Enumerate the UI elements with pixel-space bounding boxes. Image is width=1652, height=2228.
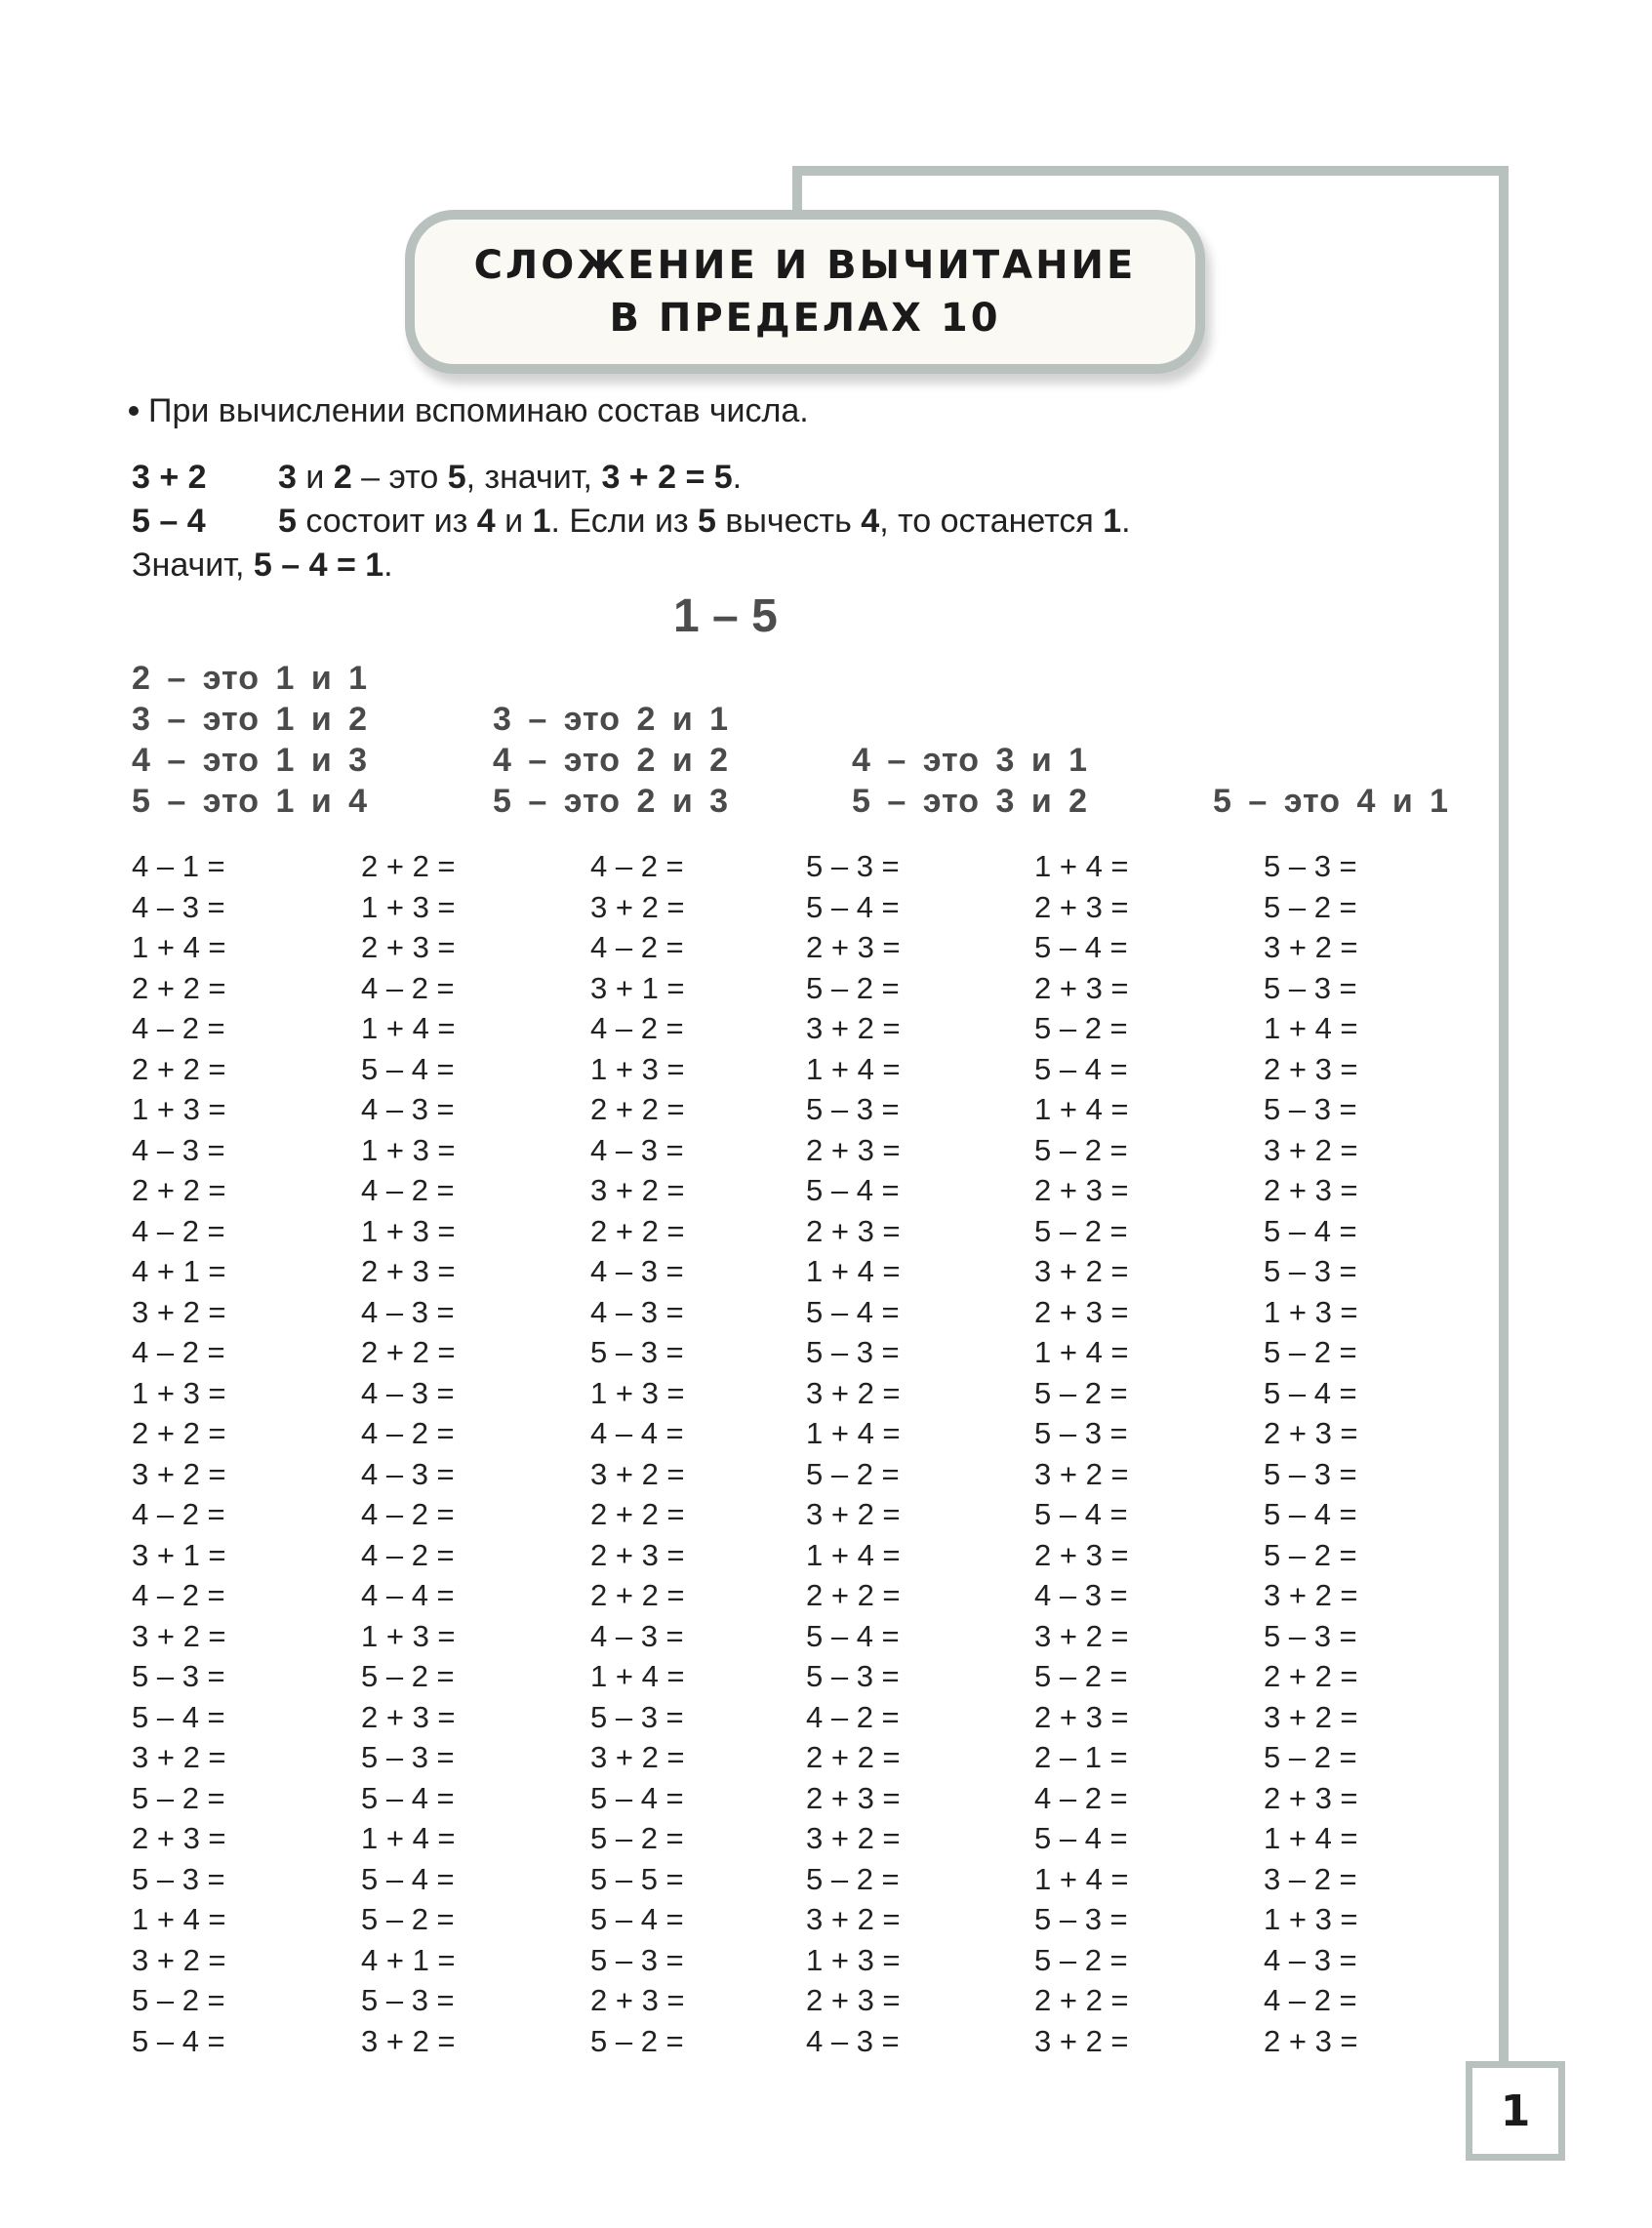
exercise-item: 3 – 2 = bbox=[1264, 1861, 1357, 1896]
exercise-item: 4 – 2 = bbox=[361, 1537, 455, 1572]
exercise-item: 4 – 2 = bbox=[806, 1699, 900, 1734]
exercise-item: 4 – 2 = bbox=[361, 1173, 455, 1207]
composition-item: 5 – это 4 и 1 bbox=[1213, 783, 1450, 820]
exercise-item: 3 + 2 = bbox=[806, 1902, 901, 1936]
exercise-item: 5 – 4 = bbox=[361, 1861, 455, 1896]
exercise-item: 1 + 4 = bbox=[806, 1537, 901, 1572]
exercise-item: 4 – 3 = bbox=[361, 1294, 455, 1329]
exercise-item: 3 + 2 = bbox=[806, 1375, 901, 1410]
composition-item: 5 – это 2 и 3 bbox=[493, 783, 730, 820]
exercise-item: 5 – 2 = bbox=[1034, 1942, 1128, 1977]
example-text: . bbox=[732, 459, 743, 496]
exercise-item: 1 + 4 = bbox=[1034, 849, 1129, 883]
composition-item: 3 – это 2 и 1 bbox=[493, 701, 730, 738]
exercise-item: 5 – 2 = bbox=[590, 1821, 684, 1855]
exercise-item: 5 – 3 = bbox=[1264, 1092, 1357, 1126]
example-label: 5 – 4 bbox=[132, 503, 206, 540]
exercise-item: 5 – 4 = bbox=[1034, 1821, 1128, 1855]
exercise-item: 4 – 2 = bbox=[132, 1213, 225, 1248]
exercise-item: 3 + 2 = bbox=[1264, 1699, 1358, 1734]
exercise-item: 3 + 2 = bbox=[1034, 1254, 1129, 1288]
exercise-item: 5 – 2 = bbox=[806, 1456, 900, 1491]
example-text: 5 – 4 = 1 bbox=[253, 547, 384, 584]
exercise-item: 5 – 2 = bbox=[132, 1780, 225, 1815]
exercise-item: 2 + 3 = bbox=[806, 1213, 901, 1248]
exercise-item: 2 + 3 = bbox=[132, 1821, 226, 1855]
exercise-item: 5 – 3 = bbox=[806, 849, 900, 883]
page-number-box bbox=[1466, 2061, 1565, 2161]
exercise-item: 3 + 2 = bbox=[132, 1740, 226, 1774]
exercise-item: 5 – 3 = bbox=[806, 1335, 900, 1369]
example-text: и bbox=[296, 459, 334, 496]
exercise-item: 4 – 3 = bbox=[806, 2023, 900, 2058]
exercise-item: 5 – 3 = bbox=[1264, 1618, 1357, 1653]
exercise-item: 2 + 3 = bbox=[361, 1699, 456, 1734]
exercise-item: 2 + 2 = bbox=[806, 1578, 901, 1612]
exercise-item: 3 + 2 = bbox=[1034, 1456, 1129, 1491]
exercise-item: 3 + 1 = bbox=[132, 1537, 226, 1572]
exercise-item: 4 – 3 = bbox=[590, 1132, 684, 1167]
example-text: вычесть bbox=[715, 503, 862, 540]
exercise-item: 1 + 4 = bbox=[590, 1659, 685, 1693]
example-text: . bbox=[383, 547, 393, 584]
exercise-item: 5 – 4 = bbox=[1034, 930, 1128, 964]
example-text: 3 + 2 = 5 bbox=[601, 459, 733, 496]
exercise-item: 5 – 4 = bbox=[806, 1618, 900, 1653]
example-text: , то останется bbox=[879, 503, 1104, 540]
exercise-item: 3 + 2 = bbox=[806, 1011, 901, 1045]
example-text: и bbox=[495, 503, 533, 540]
range-heading: 1 – 5 bbox=[673, 590, 778, 642]
frame-top-line bbox=[792, 166, 1509, 176]
exercise-item: 5 – 4 = bbox=[590, 1902, 684, 1936]
exercise-item: 5 – 4 = bbox=[806, 1294, 900, 1329]
exercise-item: 1 + 4 = bbox=[132, 930, 226, 964]
exercise-item: 2 + 3 = bbox=[1264, 1416, 1358, 1450]
exercise-item: 4 – 2 = bbox=[132, 1578, 225, 1612]
exercise-item: 1 + 4 = bbox=[1034, 1092, 1129, 1126]
title-box bbox=[405, 210, 1205, 374]
exercise-item: 3 + 2 = bbox=[1034, 2023, 1129, 2058]
exercise-item: 1 + 4 = bbox=[806, 1254, 901, 1288]
composition-item: 4 – это 3 и 1 bbox=[852, 742, 1089, 779]
exercise-item: 5 – 3 = bbox=[590, 1699, 684, 1734]
exercise-item: 1 + 3 = bbox=[132, 1092, 226, 1126]
example-text: 1 bbox=[532, 503, 551, 540]
example-text: . bbox=[1121, 503, 1131, 540]
composition-item: 3 – это 1 и 2 bbox=[132, 701, 369, 738]
exercise-item: 5 – 4 = bbox=[806, 889, 900, 924]
exercise-item: 1 + 4 = bbox=[806, 1416, 901, 1450]
exercise-item: 4 – 4 = bbox=[590, 1416, 684, 1450]
exercise-item: 4 – 2 = bbox=[1264, 1983, 1357, 2017]
example-text: 4 bbox=[476, 503, 496, 540]
exercise-item: 2 + 3 = bbox=[1034, 1699, 1129, 1734]
exercise-item: 2 + 2 = bbox=[361, 1335, 456, 1369]
exercise-item: 2 + 3 = bbox=[806, 1983, 901, 2017]
exercise-item: 2 + 2 = bbox=[132, 970, 226, 1005]
exercise-item: 2 + 2 = bbox=[806, 1740, 901, 1774]
exercise-item: 2 + 3 = bbox=[1034, 970, 1129, 1005]
exercise-item: 5 – 2 = bbox=[1034, 1132, 1128, 1167]
exercise-item: 5 – 3 = bbox=[1034, 1902, 1128, 1936]
exercise-item: 5 – 2 = bbox=[1034, 1213, 1128, 1248]
exercise-item: 2 + 3 = bbox=[1034, 1173, 1129, 1207]
exercise-item: 2 + 2 = bbox=[590, 1092, 685, 1126]
exercise-item: 3 + 2 = bbox=[132, 1294, 226, 1329]
exercise-item: 4 – 3 = bbox=[132, 889, 225, 924]
exercise-item: 4 + 1 = bbox=[361, 1942, 456, 1977]
exercise-item: 1 + 4 = bbox=[806, 1051, 901, 1086]
exercise-item: 5 – 3 = bbox=[132, 1659, 225, 1693]
exercise-item: 2 + 3 = bbox=[806, 930, 901, 964]
exercise-item: 3 + 2 = bbox=[361, 2023, 456, 2058]
exercise-item: 4 – 4 = bbox=[361, 1578, 455, 1612]
exercise-item: 1 + 4 = bbox=[1264, 1821, 1358, 1855]
example-text: Значит, bbox=[132, 547, 254, 584]
exercise-item: 5 – 4 = bbox=[806, 1173, 900, 1207]
exercise-item: 1 + 4 = bbox=[361, 1821, 456, 1855]
exercise-item: 5 – 2 = bbox=[1034, 1375, 1128, 1410]
exercise-item: 4 – 3 = bbox=[361, 1092, 455, 1126]
exercise-item: 1 + 3 = bbox=[590, 1051, 685, 1086]
exercise-item: 4 – 2 = bbox=[132, 1497, 225, 1531]
exercise-item: 3 + 2 = bbox=[132, 1618, 226, 1653]
exercise-item: 5 – 4 = bbox=[132, 1699, 225, 1734]
exercise-item: 3 + 2 = bbox=[1034, 1618, 1129, 1653]
exercise-item: 1 + 3 = bbox=[1264, 1294, 1358, 1329]
exercise-item: 5 – 2 = bbox=[1264, 1335, 1357, 1369]
composition-item: 4 – это 1 и 3 bbox=[132, 742, 369, 779]
exercise-item: 2 + 3 = bbox=[590, 1537, 685, 1572]
exercise-item: 3 + 2 = bbox=[132, 1942, 226, 1977]
example-row bbox=[132, 503, 1131, 541]
exercise-item: 1 + 3 = bbox=[361, 1132, 456, 1167]
example-text: 5 bbox=[698, 503, 716, 540]
exercise-item: 2 + 3 = bbox=[590, 1983, 685, 2017]
exercise-item: 4 – 3 = bbox=[590, 1294, 684, 1329]
exercise-item: 2 + 3 = bbox=[361, 1254, 456, 1288]
exercise-item: 5 – 3 = bbox=[806, 1659, 900, 1693]
intro-label: При вычислении вспоминаю состав числа. bbox=[148, 392, 809, 429]
exercise-item: 2 + 2 = bbox=[590, 1578, 685, 1612]
exercise-item: 2 + 3 = bbox=[806, 1780, 901, 1815]
exercise-item: 5 – 3 = bbox=[806, 1092, 900, 1126]
exercise-item: 2 + 3 = bbox=[806, 1132, 901, 1167]
example-text: 5 bbox=[447, 459, 466, 496]
exercise-item: 3 + 2 = bbox=[806, 1821, 901, 1855]
example-text: 4 bbox=[861, 503, 880, 540]
exercise-item: 4 – 2 = bbox=[590, 1011, 684, 1045]
composition-item: 5 – это 3 и 2 bbox=[852, 783, 1089, 820]
exercise-item: 2 + 2 = bbox=[590, 1213, 685, 1248]
exercise-item: 4 – 2 = bbox=[361, 1416, 455, 1450]
exercise-item: 2 + 3 = bbox=[1264, 1780, 1358, 1815]
exercise-item: 1 + 3 = bbox=[361, 889, 456, 924]
exercise-item: 2 + 2 = bbox=[132, 1173, 226, 1207]
exercise-item: 5 – 3 = bbox=[361, 1740, 455, 1774]
exercise-item: 1 + 3 = bbox=[132, 1375, 226, 1410]
exercise-item: 4 – 3 = bbox=[590, 1618, 684, 1653]
exercise-item: 5 – 3 = bbox=[1034, 1416, 1128, 1450]
exercise-item: 5 – 3 = bbox=[1264, 1456, 1357, 1491]
exercise-item: 4 – 2 = bbox=[361, 970, 455, 1005]
exercise-item: 5 – 2 = bbox=[361, 1659, 455, 1693]
exercise-item: 4 – 3 = bbox=[361, 1456, 455, 1491]
title-line-2: В ПРЕДЕЛАХ 10 bbox=[609, 296, 1001, 341]
exercise-item: 3 + 2 = bbox=[1264, 930, 1358, 964]
exercise-item: 4 – 2 = bbox=[132, 1335, 225, 1369]
example-text: – это bbox=[351, 459, 448, 496]
exercise-item: 1 + 4 = bbox=[1034, 1335, 1129, 1369]
exercise-item: 5 – 5 = bbox=[590, 1861, 684, 1896]
exercise-item: 5 – 2 = bbox=[1264, 889, 1357, 924]
exercise-item: 2 + 3 = bbox=[1264, 2023, 1358, 2058]
exercise-item: 1 + 3 = bbox=[590, 1375, 685, 1410]
exercise-item: 3 + 2 = bbox=[590, 1173, 685, 1207]
frame-left-stub bbox=[792, 166, 802, 213]
exercise-item: 4 – 2 = bbox=[590, 930, 684, 964]
page-number: 1 bbox=[1500, 2086, 1531, 2136]
exercise-item: 4 – 1 = bbox=[132, 849, 225, 883]
exercise-item: 1 + 3 = bbox=[361, 1213, 456, 1248]
exercise-item: 3 + 2 = bbox=[132, 1456, 226, 1491]
exercise-item: 5 – 4 = bbox=[361, 1780, 455, 1815]
example-row bbox=[132, 547, 393, 585]
intro-text bbox=[129, 392, 809, 430]
exercise-item: 5 – 3 = bbox=[1264, 1254, 1357, 1288]
exercise-item: 3 + 2 = bbox=[590, 1456, 685, 1491]
exercise-item: 4 – 2 = bbox=[361, 1497, 455, 1531]
exercise-item: 4 – 3 = bbox=[132, 1132, 225, 1167]
exercise-item: 2 + 2 = bbox=[132, 1051, 226, 1086]
frame-right-line bbox=[1499, 166, 1509, 2064]
exercise-item: 5 – 4 = bbox=[361, 1051, 455, 1086]
exercise-item: 5 – 2 = bbox=[361, 1902, 455, 1936]
exercise-item: 2 + 3 = bbox=[1264, 1173, 1358, 1207]
exercise-item: 1 + 3 = bbox=[361, 1618, 456, 1653]
exercise-item: 4 – 2 = bbox=[590, 849, 684, 883]
exercise-item: 5 – 2 = bbox=[590, 2023, 684, 2058]
exercise-item: 4 – 2 = bbox=[132, 1011, 225, 1045]
exercise-item: 5 – 4 = bbox=[1264, 1497, 1357, 1531]
exercise-item: 5 – 2 = bbox=[806, 970, 900, 1005]
exercise-item: 2 + 2 = bbox=[590, 1497, 685, 1531]
exercise-item: 2 + 2 = bbox=[361, 849, 456, 883]
exercise-item: 2 + 2 = bbox=[1264, 1659, 1358, 1693]
exercise-item: 5 – 3 = bbox=[590, 1942, 684, 1977]
exercise-item: 2 + 3 = bbox=[1034, 889, 1129, 924]
exercise-item: 5 – 3 = bbox=[1264, 849, 1357, 883]
exercise-item: 5 – 4 = bbox=[1264, 1375, 1357, 1410]
composition-item: 5 – это 1 и 4 bbox=[132, 783, 369, 820]
example-text: 2 bbox=[333, 459, 352, 496]
exercise-item: 2 + 3 = bbox=[1034, 1537, 1129, 1572]
exercise-item: 5 – 4 = bbox=[132, 2023, 225, 2058]
exercise-item: 5 – 2 = bbox=[1264, 1537, 1357, 1572]
exercise-item: 3 + 2 = bbox=[1264, 1578, 1358, 1612]
exercise-item: 5 – 3 = bbox=[132, 1861, 225, 1896]
exercise-item: 1 + 4 = bbox=[1034, 1861, 1129, 1896]
exercise-item: 4 – 3 = bbox=[1034, 1578, 1128, 1612]
exercise-item: 2 – 1 = bbox=[1034, 1740, 1128, 1774]
example-text: состоит из bbox=[296, 503, 477, 540]
exercise-item: 5 – 3 = bbox=[361, 1983, 455, 2017]
exercise-item: 5 – 2 = bbox=[1264, 1740, 1357, 1774]
exercise-item: 5 – 4 = bbox=[1034, 1051, 1128, 1086]
exercise-item: 4 – 3 = bbox=[590, 1254, 684, 1288]
exercise-item: 3 + 2 = bbox=[590, 1740, 685, 1774]
exercise-item: 5 – 3 = bbox=[590, 1335, 684, 1369]
example-label: 3 + 2 bbox=[132, 459, 207, 496]
exercise-item: 1 + 4 = bbox=[1264, 1011, 1358, 1045]
example-text: 5 bbox=[278, 503, 297, 540]
exercise-item: 3 + 2 = bbox=[1264, 1132, 1358, 1167]
exercise-item: 5 – 4 = bbox=[1034, 1497, 1128, 1531]
example-row bbox=[132, 459, 742, 497]
exercise-item: 4 – 3 = bbox=[361, 1375, 455, 1410]
bullet-icon bbox=[129, 406, 139, 416]
exercise-item: 3 + 1 = bbox=[590, 970, 685, 1005]
exercise-item: 3 + 2 = bbox=[806, 1497, 901, 1531]
exercise-item: 5 – 2 = bbox=[806, 1861, 900, 1896]
exercise-item: 2 + 3 = bbox=[361, 930, 456, 964]
exercise-item: 5 – 2 = bbox=[132, 1983, 225, 2017]
exercise-item: 5 – 3 = bbox=[1264, 970, 1357, 1005]
exercise-item: 2 + 3 = bbox=[1264, 1051, 1358, 1086]
exercise-item: 5 – 4 = bbox=[1264, 1213, 1357, 1248]
title-line-1: СЛОЖЕНИЕ И ВЫЧИТАНИЕ bbox=[473, 243, 1137, 288]
exercise-item: 1 + 3 = bbox=[806, 1942, 901, 1977]
exercise-item: 5 – 2 = bbox=[1034, 1659, 1128, 1693]
composition-item: 2 – это 1 и 1 bbox=[132, 660, 369, 697]
exercise-item: 2 + 2 = bbox=[1034, 1983, 1129, 2017]
exercise-item: 4 + 1 = bbox=[132, 1254, 226, 1288]
example-text: . Если из bbox=[550, 503, 699, 540]
exercise-item: 5 – 4 = bbox=[590, 1780, 684, 1815]
exercise-item: 5 – 2 = bbox=[1034, 1011, 1128, 1045]
exercise-item: 1 + 3 = bbox=[1264, 1902, 1358, 1936]
example-text: 1 bbox=[1103, 503, 1122, 540]
exercise-item: 4 – 3 = bbox=[1264, 1942, 1357, 1977]
exercise-item: 3 + 2 = bbox=[590, 889, 685, 924]
exercise-item: 1 + 4 = bbox=[132, 1902, 226, 1936]
composition-item: 4 – это 2 и 2 bbox=[493, 742, 730, 779]
exercise-item: 2 + 2 = bbox=[132, 1416, 226, 1450]
exercise-item: 1 + 4 = bbox=[361, 1011, 456, 1045]
example-text: , значит, bbox=[465, 459, 602, 496]
exercise-item: 4 – 2 = bbox=[1034, 1780, 1128, 1815]
example-text: 3 bbox=[278, 459, 297, 496]
exercise-item: 2 + 3 = bbox=[1034, 1294, 1129, 1329]
